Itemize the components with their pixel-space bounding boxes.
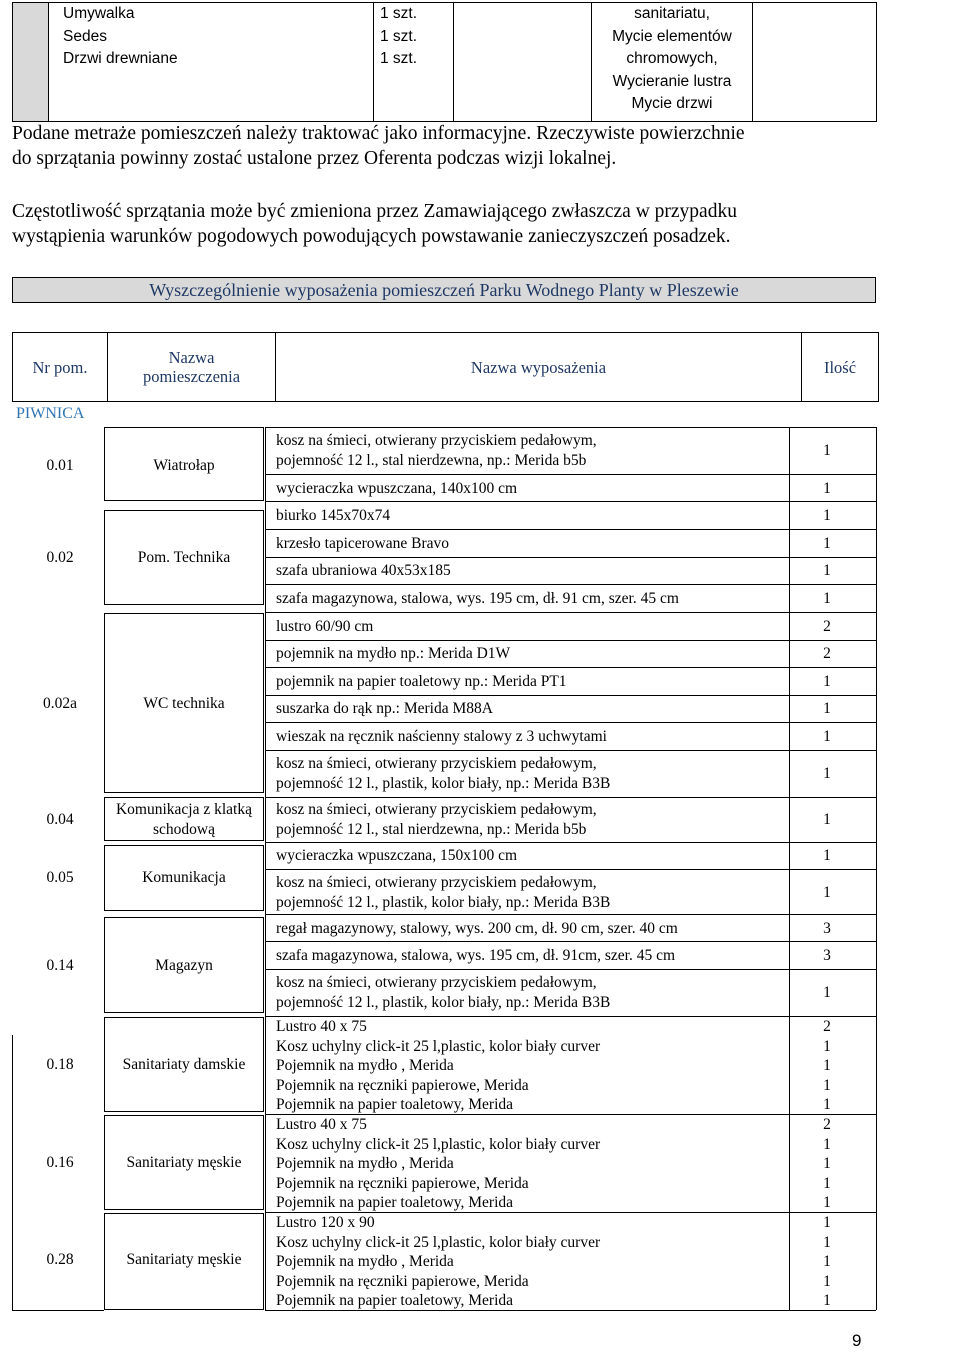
equipment-quantity: 1 bbox=[823, 673, 831, 690]
equipment-quantity: 1 bbox=[823, 700, 831, 717]
equipment-name: krzesło tapicerowane Bravo bbox=[276, 535, 450, 552]
room-name: Komunikacja z klatką schodową bbox=[115, 801, 252, 838]
equipment-name: Lustro 40 x 75 Kosz uchylny click-it 25 l,plastic, kolor biały curver Pojemnik na mydło , Merida Pojemnik na ręczniki papierowe, Merida Pojemnik na papier toaletowy, Merida bbox=[276, 1116, 601, 1211]
table-border bbox=[265, 612, 876, 613]
room-number: 0.02 bbox=[46, 549, 74, 566]
equipment-quantity: 1 bbox=[823, 535, 831, 552]
equipment-quantity: 1 bbox=[823, 847, 831, 864]
fixture-list: Umywalka Sedes Drzwi drewniane bbox=[49, 3, 374, 122]
table-border bbox=[12, 1035, 13, 1310]
equipment-name: szafa magazynowa, stalowa, wys. 195 cm, dł. 91cm, szer. 45 cm bbox=[276, 947, 676, 964]
equipment-quantity: 1 bbox=[823, 984, 831, 1001]
room-number: 0.05 bbox=[46, 869, 74, 886]
note-paragraph-metraze: Podane metraże pomieszczeń należy traktować jako informacyjne. Rzeczywiste powierzchnie do sprzątania powinny zostać ustalone przez Oferenta podczas wizji lokalnej. bbox=[12, 123, 745, 169]
equipment-quantity: 3 bbox=[823, 920, 831, 937]
equipment-name: Lustro 120 x 90 Kosz uchylny click-it 25 l,plastic, kolor biały curver Pojemnik na mydło , Merida Pojemnik na ręczniki papierowe, Merida Pojemnik na papier toaletowy, Merida bbox=[276, 1214, 601, 1309]
equipment-name: suszarka do rąk np.: Merida M88A bbox=[276, 700, 493, 717]
table-border bbox=[265, 969, 876, 970]
equipment-quantity: 1 1 1 1 1 bbox=[823, 1214, 831, 1309]
equipment-name: szafa magazynowa, stalowa, wys. 195 cm, dł. 91 cm, szer. 45 cm bbox=[276, 590, 679, 607]
note-paragraph-frequency: Częstotliwość sprzątania może być zmieniona przez Zamawiającego zwłaszcza w przypadku wystąpienia warunków pogodowych powodujących powstawanie zanieczyszczeń posadzek. bbox=[12, 201, 737, 247]
equipment-name: szafa ubraniowa 40x53x185 bbox=[276, 562, 451, 579]
column-header-room-no: Nr pom. bbox=[13, 333, 108, 402]
table-border bbox=[265, 474, 876, 475]
room-name: Magazyn bbox=[155, 957, 213, 974]
table-border bbox=[265, 427, 876, 428]
equipment-quantity: 2 bbox=[823, 618, 831, 635]
equipment-quantity: 1 bbox=[823, 811, 831, 828]
equipment-quantity: 1 bbox=[823, 765, 831, 782]
empty-cell bbox=[753, 3, 877, 122]
table-border bbox=[265, 914, 876, 915]
equipment-name: Lustro 40 x 75 Kosz uchylny click-it 25 l,plastic, kolor biały curver Pojemnik na mydło , Merida Pojemnik na ręczniki papierowe, Merida Pojemnik na papier toaletowy, Merida bbox=[276, 1018, 601, 1113]
equipment-quantity: 1 bbox=[823, 728, 831, 745]
room-number: 0.14 bbox=[46, 957, 74, 974]
equipment-quantity: 1 bbox=[823, 562, 831, 579]
room-name: Sanitariaty damskie bbox=[122, 1056, 246, 1073]
equipment-name: kosz na śmieci, otwierany przyciskiem pedałowym, pojemność 12 l., stal nierdzewna, np.: Merida b5b bbox=[276, 801, 597, 838]
room-name: Wiatrołap bbox=[153, 457, 215, 474]
equipment-quantity: 2 bbox=[823, 645, 831, 662]
table-border bbox=[265, 842, 876, 843]
equipment-quantity: 1 bbox=[823, 590, 831, 607]
room-name: Pom. Technika bbox=[137, 549, 231, 566]
table-border bbox=[265, 797, 876, 798]
table-border bbox=[265, 722, 876, 723]
table-border bbox=[265, 941, 876, 942]
table-border bbox=[265, 557, 876, 558]
equipment-name: kosz na śmieci, otwierany przyciskiem pedałowym, pojemność 12 l., plastik, kolor biały, np.: Merida B3B bbox=[276, 874, 611, 911]
equipment-quantity: 1 bbox=[823, 507, 831, 524]
equipment-name: biurko 145x70x74 bbox=[276, 507, 391, 524]
cleaning-activities: sanitariatu, Mycie elementów chromowych, Wycieranie lustra Mycie drzwi bbox=[592, 3, 753, 122]
empty-cell bbox=[454, 3, 592, 122]
fixture-quantities: 1 szt. 1 szt. 1 szt. bbox=[374, 3, 454, 122]
room-name: WC technika bbox=[143, 695, 225, 712]
table-border bbox=[265, 750, 876, 751]
section-title: Wyszczególnienie wyposażenia pomieszczeń Parku Wodnego Planty w Pleszewie bbox=[12, 277, 876, 303]
table-border bbox=[12, 1310, 104, 1311]
continuation-table bbox=[12, 2, 877, 122]
equipment-name: wycieraczka wpuszczana, 150x100 cm bbox=[276, 847, 517, 864]
column-header-room-name: Nazwa pomieszczenia bbox=[108, 333, 276, 402]
equipment-name: regał magazynowy, stalowy, wys. 200 cm, dł. 90 cm, szer. 40 cm bbox=[276, 920, 678, 937]
equipment-name: lustro 60/90 cm bbox=[276, 618, 374, 635]
equipment-name: kosz na śmieci, otwierany przyciskiem pedałowym, pojemność 12 l., plastik, kolor biały, np.: Merida B3B bbox=[276, 974, 611, 1011]
equipment-table-header bbox=[12, 332, 879, 402]
table-border bbox=[265, 501, 876, 502]
room-number: 0.02a bbox=[42, 695, 77, 712]
column-header-quantity: Ilość bbox=[802, 333, 879, 402]
table-border bbox=[265, 584, 876, 585]
equipment-quantity: 2 1 1 1 1 bbox=[823, 1018, 831, 1113]
table-row bbox=[13, 3, 877, 122]
table-border bbox=[265, 695, 876, 696]
equipment-name: pojemnik na papier toaletowy np.: Merida PT1 bbox=[276, 673, 567, 690]
room-name: Sanitariaty męskie bbox=[126, 1251, 242, 1268]
room-number: 0.28 bbox=[46, 1251, 74, 1268]
equipment-name: wycieraczka wpuszczana, 140x100 cm bbox=[276, 480, 517, 497]
table-border bbox=[265, 640, 876, 641]
room-name: Komunikacja bbox=[142, 869, 226, 886]
room-number: 0.01 bbox=[46, 457, 74, 474]
room-number: 0.16 bbox=[46, 1154, 74, 1171]
table-border bbox=[265, 529, 876, 530]
table-border bbox=[876, 427, 877, 1310]
equipment-name: kosz na śmieci, otwierany przyciskiem pedałowym, pojemność 12 l., stal nierdzewna, np.: Merida b5b bbox=[276, 432, 597, 469]
table-border bbox=[265, 869, 876, 870]
column-header-equipment: Nazwa wyposażenia bbox=[276, 333, 802, 402]
equipment-quantity: 1 bbox=[823, 480, 831, 497]
section-label: PIWNICA bbox=[16, 405, 85, 422]
equipment-name: pojemnik na mydło np.: Merida D1W bbox=[276, 645, 511, 662]
room-number: 0.04 bbox=[46, 811, 74, 828]
table-border bbox=[265, 667, 876, 668]
equipment-quantity: 3 bbox=[823, 947, 831, 964]
equipment-name: kosz na śmieci, otwierany przyciskiem pedałowym, pojemność 12 l., plastik, kolor biały, np.: Merida B3B bbox=[276, 755, 611, 792]
room-name: Sanitariaty męskie bbox=[126, 1154, 242, 1171]
equipment-name: wieszak na ręcznik naścienny stalowy z 3 uchwytami bbox=[276, 728, 607, 745]
page-number: 9 bbox=[852, 1331, 862, 1350]
equipment-quantity: 1 bbox=[823, 442, 831, 459]
shaded-cell bbox=[13, 3, 49, 122]
equipment-quantity: 1 bbox=[823, 884, 831, 901]
room-number: 0.18 bbox=[46, 1056, 74, 1073]
equipment-quantity: 2 1 1 1 1 bbox=[823, 1116, 831, 1211]
